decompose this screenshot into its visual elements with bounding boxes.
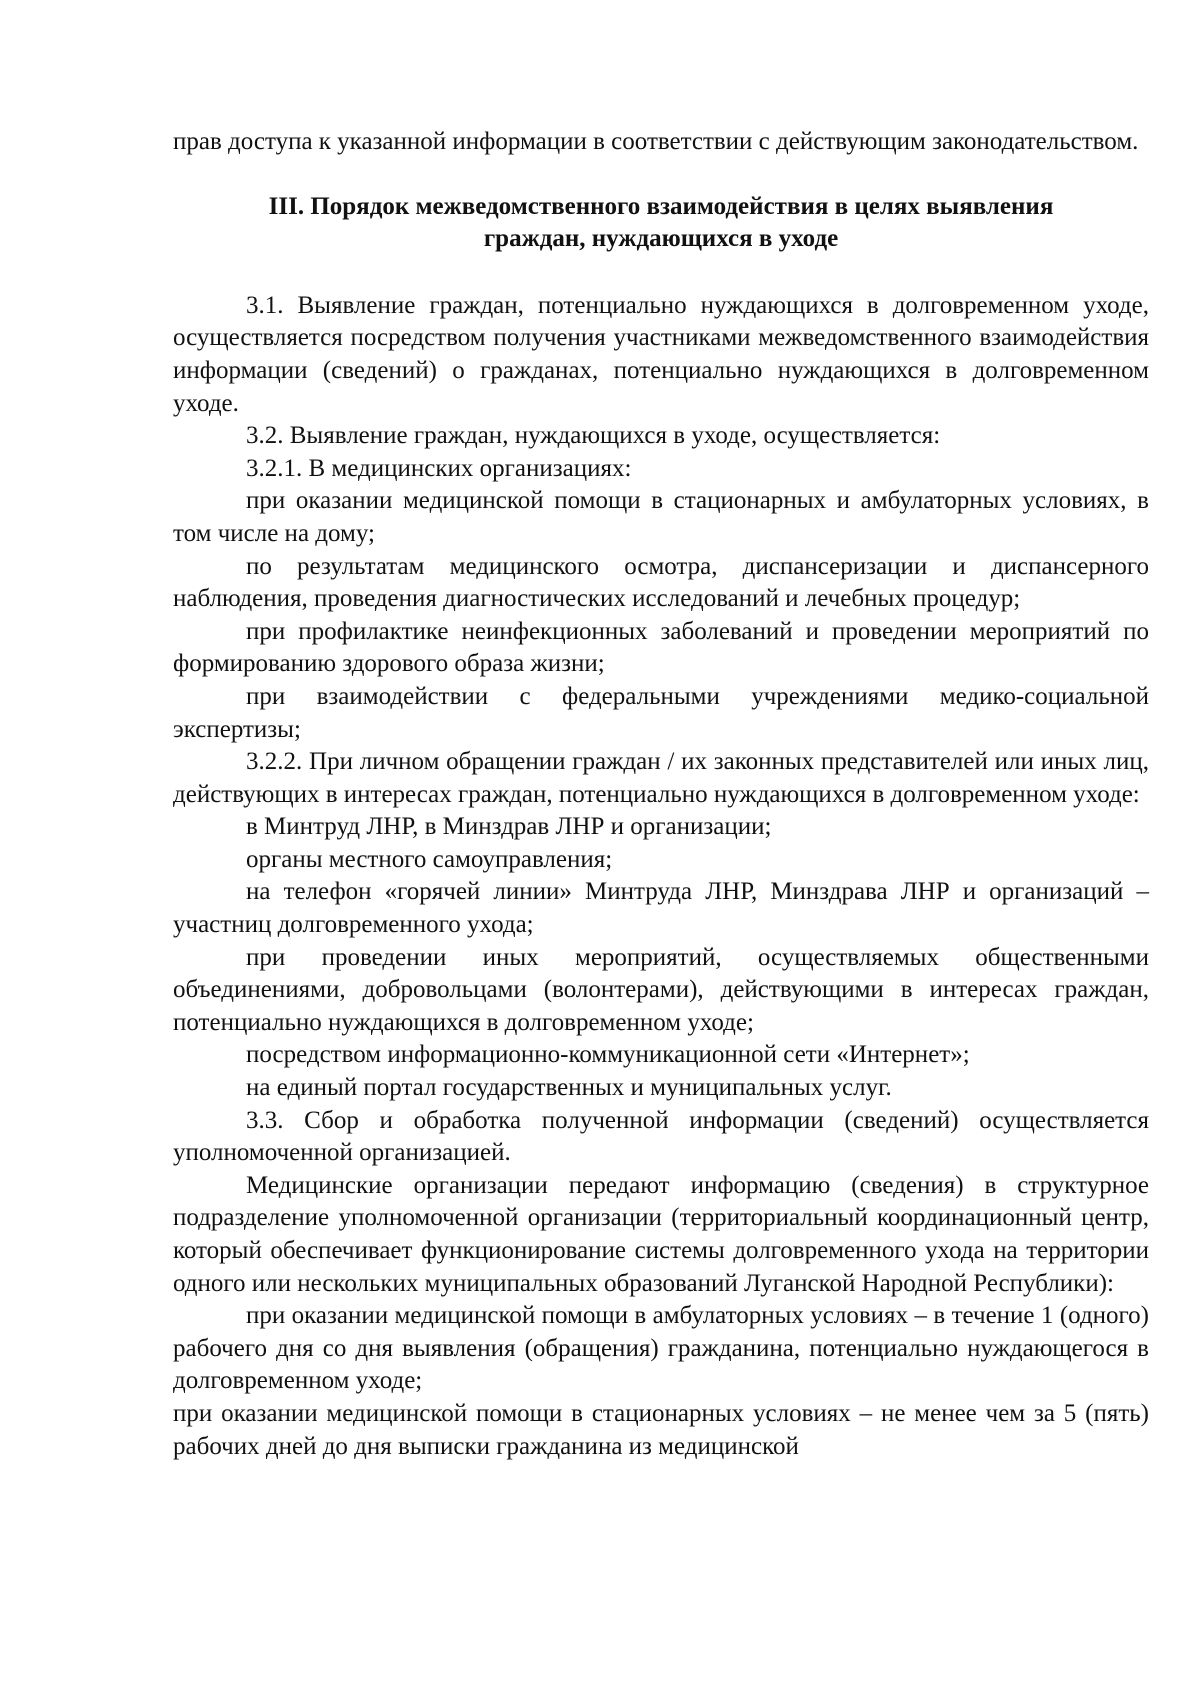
list-item: при взаимодействии с федеральными учреждениями медико-социальной экспертизы; — [173, 682, 1149, 743]
final-paragraph: при оказании медицинской помощи в стационарных условиях – не менее чем за 5 (пять) рабочих дней до дня выписки гражданина из медицинской — [173, 1399, 1149, 1460]
paragraph-3-2-1: 3.2.1. В медицинских организациях: — [246, 454, 632, 482]
list-item: на телефон «горячей линии» Минтруда ЛНР, Минздрава ЛНР и организаций – участниц долговременного ухода; — [173, 878, 1149, 939]
paragraph-3-2-2: 3.2.2. При личном обращении граждан / их законных представителей или иных лиц, действующих в интересах граждан, потенциально нуждающихся в долговременном уходе: — [173, 748, 1149, 808]
list-item: при профилактике неинфекционных заболеваний и проведении мероприятий по формированию здорового образа жизни; — [173, 617, 1149, 678]
list-item: при оказании медицинской помощи в стационарных и амбулаторных условиях, в том числе на дому; — [173, 487, 1149, 547]
paragraph-3-3: 3.3. Сбор и обработка полученной информации (сведений) осуществляется уполномоченной организацией. — [173, 1106, 1149, 1167]
document-page — [173, 126, 1149, 1463]
list-item: в Минтруд ЛНР, в Минздрав ЛНР и организации; — [246, 813, 772, 841]
list-item: на единый портал государственных и муниципальных услуг. — [246, 1074, 892, 1102]
section-heading — [173, 191, 1149, 256]
list-item: посредством информационно-коммуникационной сети «Интернет»; — [246, 1041, 970, 1069]
list-item: при проведении иных мероприятий, осуществляемых общественными объединениями, добровольцами (волонтерами), действующими в интересах граждан, потенциально нуждающихся в долговременном уходе; — [173, 943, 1149, 1036]
list-item: по результатам медицинского осмотра, диспансеризации и диспансерного наблюдения, проведения диагностических исследований и лечебных процедур; — [173, 552, 1149, 613]
intro-paragraph: прав доступа к указанной информации в соответствии с действующим законодательством. — [173, 128, 1139, 155]
section-heading-line-1: III. Порядок межведомственного взаимодействия в целях выявления — [268, 192, 1054, 220]
list-item: органы местного самоуправления; — [246, 845, 613, 873]
paragraph-3-2: 3.2. Выявление граждан, нуждающихся в уходе, осуществляется: — [246, 422, 941, 450]
section-heading-line-2: граждан, нуждающихся в уходе — [483, 225, 839, 253]
paragraph-medical-organizations: Медицинские организации передают информацию (сведения) в структурное подразделение уполномоченной организации (территориальный координационный центр, который обеспечивает функционирование системы долговременного ухода на территории одного или нескольких муниципальных образований Луганской Народной Республики): — [173, 1171, 1149, 1297]
paragraph-3-1: 3.1. Выявление граждан, потенциально нуждающихся в долговременном уходе, осуществляется посредством получения участниками межведомственного взаимодействия информации (сведений) о гражданах, потенциально нуждающихся в долговременном уходе. — [173, 291, 1149, 417]
list-item: при оказании медицинской помощи в амбулаторных условиях – в течение 1 (одного) рабочего дня со дня выявления (обращения) гражданина, потенциально нуждающегося в долговременном уходе; — [173, 1302, 1149, 1395]
